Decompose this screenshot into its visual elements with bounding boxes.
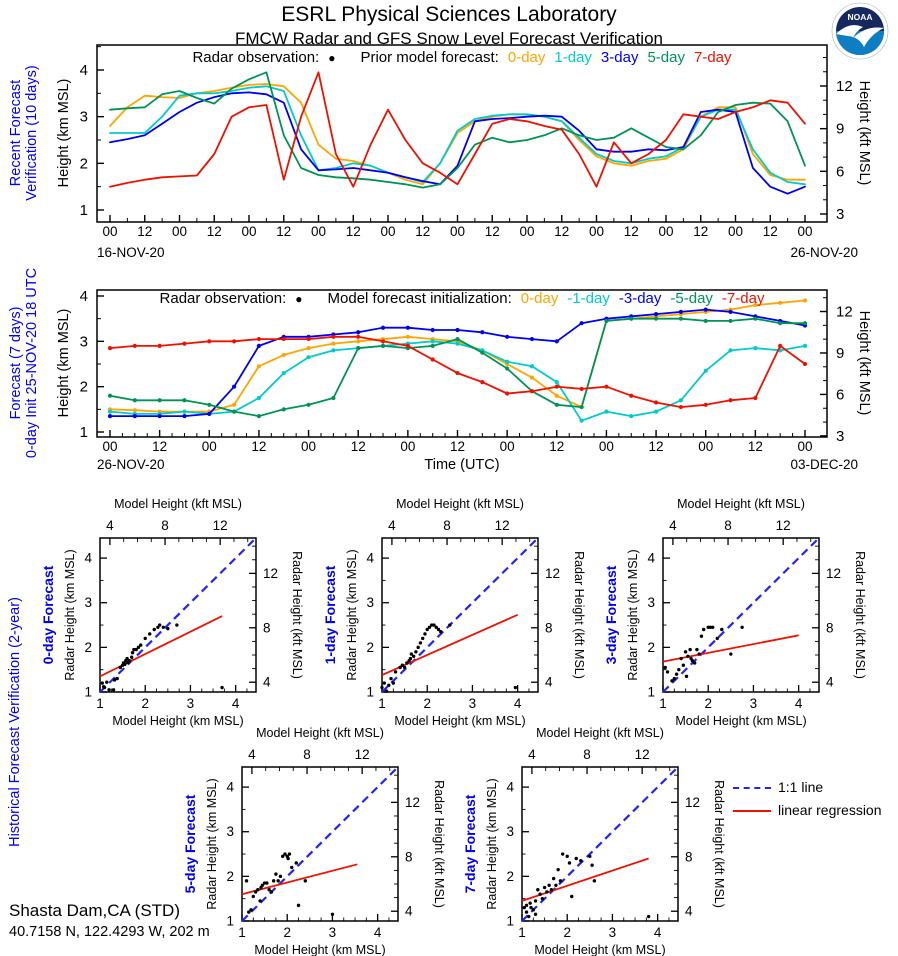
svg-text:4: 4 bbox=[405, 903, 413, 919]
noaa-logo-text: NOAA bbox=[847, 12, 873, 22]
svg-text:4: 4 bbox=[79, 61, 88, 79]
svg-text:3: 3 bbox=[328, 925, 337, 940]
chart1-section-label-line2: Verification (10 days) bbox=[24, 65, 40, 201]
chart2-legend-0day: 0-day bbox=[520, 290, 559, 307]
svg-text:00: 00 bbox=[499, 439, 515, 454]
svg-text:1: 1 bbox=[79, 202, 88, 219]
svg-text:9: 9 bbox=[836, 344, 845, 362]
chart1-legend-1day: 1-day bbox=[554, 49, 592, 66]
chart1-ylabel: Height (km MSL) bbox=[56, 78, 72, 188]
svg-text:Radar Height (kft MSL): Radar Height (kft MSL) bbox=[290, 551, 304, 679]
svg-text:8: 8 bbox=[583, 747, 591, 762]
svg-text:6: 6 bbox=[836, 163, 845, 181]
svg-text:12: 12 bbox=[251, 439, 267, 454]
svg-text:1: 1 bbox=[84, 684, 92, 700]
chart1-y2label: Height (kft MSL) bbox=[856, 80, 872, 186]
svg-text:12: 12 bbox=[484, 224, 500, 239]
svg-text:2: 2 bbox=[563, 925, 571, 940]
scatter-1day-forecast bbox=[322, 496, 622, 731]
svg-text:00: 00 bbox=[102, 224, 118, 239]
chart1-legend-0day: 0-day bbox=[507, 49, 546, 66]
svg-text:6: 6 bbox=[836, 386, 845, 404]
svg-text:4: 4 bbox=[794, 696, 803, 711]
svg-text:12: 12 bbox=[494, 518, 510, 533]
svg-text:12: 12 bbox=[350, 439, 366, 454]
svg-text:00: 00 bbox=[797, 439, 813, 454]
svg-text:Model Height (km MSL): Model Height (km MSL) bbox=[675, 714, 807, 728]
svg-text:1: 1 bbox=[238, 925, 246, 940]
svg-text:4: 4 bbox=[388, 518, 396, 533]
chart-recent-verification bbox=[0, 40, 898, 275]
chart2-start-date: 26-NOV-20 bbox=[97, 457, 165, 472]
svg-text:3: 3 bbox=[506, 824, 514, 840]
svg-text:8: 8 bbox=[161, 518, 169, 533]
svg-text:8: 8 bbox=[724, 518, 732, 533]
svg-text:8: 8 bbox=[443, 518, 451, 533]
chart2-y2label: Height (kft MSL) bbox=[856, 310, 872, 416]
svg-text:Radar Height (km MSL): Radar Height (km MSL) bbox=[485, 778, 499, 910]
svg-text:2: 2 bbox=[283, 925, 291, 940]
chart2-legend-3day: -3-day bbox=[618, 290, 662, 307]
svg-text:8: 8 bbox=[263, 620, 271, 636]
svg-text:00: 00 bbox=[310, 224, 327, 239]
chart1-legend-7day: 7-day bbox=[693, 49, 732, 66]
chart1-legend-model-label: Prior model forecast: bbox=[360, 49, 499, 66]
svg-text:3: 3 bbox=[79, 108, 88, 126]
svg-text:1-day Forecast: 1-day Forecast bbox=[322, 565, 338, 665]
chart1-legend bbox=[97, 49, 827, 66]
svg-text:00: 00 bbox=[727, 224, 744, 239]
svg-text:00: 00 bbox=[698, 439, 714, 454]
svg-text:Model Height (km MSL): Model Height (km MSL) bbox=[254, 943, 386, 956]
svg-text:4: 4 bbox=[373, 925, 382, 940]
svg-text:8: 8 bbox=[545, 620, 553, 636]
svg-text:12: 12 bbox=[554, 224, 570, 239]
svg-text:00: 00 bbox=[598, 439, 614, 454]
svg-text:1: 1 bbox=[518, 925, 526, 940]
svg-text:9: 9 bbox=[836, 120, 845, 138]
svg-text:3-day Forecast: 3-day Forecast bbox=[603, 565, 619, 665]
svg-text:3: 3 bbox=[468, 696, 477, 711]
svg-text:12: 12 bbox=[836, 303, 853, 321]
svg-text:4: 4 bbox=[226, 779, 234, 795]
svg-text:12: 12 bbox=[762, 224, 778, 239]
svg-text:3: 3 bbox=[836, 205, 845, 223]
svg-text:8: 8 bbox=[303, 747, 311, 762]
historical-section-label: Historical Forecast Verification (2-year) bbox=[7, 597, 23, 847]
svg-text:Radar Height (kft MSL): Radar Height (kft MSL) bbox=[432, 780, 446, 908]
svg-text:Radar Height (kft MSL): Radar Height (kft MSL) bbox=[853, 551, 867, 679]
chart2-xlabel: Time (UTC) bbox=[424, 457, 500, 473]
chart1-end-date: 26-NOV-20 bbox=[790, 245, 858, 260]
svg-text:12: 12 bbox=[545, 565, 561, 581]
svg-text:3: 3 bbox=[749, 696, 758, 711]
svg-text:00: 00 bbox=[241, 224, 257, 239]
svg-text:2: 2 bbox=[647, 639, 655, 655]
svg-text:12: 12 bbox=[449, 439, 466, 454]
svg-text:8: 8 bbox=[826, 620, 834, 636]
svg-text:Model Height (kft MSL): Model Height (kft MSL) bbox=[256, 726, 384, 740]
chart1-section-label-line1: Recent Forecast bbox=[7, 79, 24, 187]
svg-text:12: 12 bbox=[747, 439, 763, 454]
svg-text:3: 3 bbox=[608, 925, 617, 940]
svg-text:Model Height (km MSL): Model Height (km MSL) bbox=[394, 714, 526, 728]
svg-text:2: 2 bbox=[423, 696, 431, 711]
station-coordinates: 40.7158 N, 122.4293 W, 202 m bbox=[9, 923, 210, 940]
svg-text:2: 2 bbox=[704, 696, 712, 711]
svg-text:00: 00 bbox=[171, 224, 188, 239]
svg-text:4: 4 bbox=[685, 903, 693, 919]
svg-text:8: 8 bbox=[405, 849, 413, 865]
svg-text:4: 4 bbox=[647, 550, 655, 566]
one-to-one-line-icon bbox=[733, 787, 771, 789]
regression-line-icon bbox=[733, 810, 771, 812]
scatter-3day-forecast bbox=[603, 496, 898, 731]
chart1-legend-3day: 3-day bbox=[600, 49, 639, 66]
svg-text:0-day Forecast: 0-day Forecast bbox=[40, 565, 56, 665]
chart-forecast bbox=[0, 283, 898, 483]
svg-text:12: 12 bbox=[263, 565, 279, 581]
svg-text:2: 2 bbox=[141, 696, 149, 711]
svg-text:3: 3 bbox=[84, 595, 92, 611]
svg-text:12: 12 bbox=[212, 518, 228, 533]
svg-text:1: 1 bbox=[226, 913, 234, 929]
svg-text:00: 00 bbox=[658, 224, 674, 239]
chart2-ylabel: Height (km MSL) bbox=[56, 308, 72, 418]
station-info bbox=[9, 900, 210, 943]
svg-text:00: 00 bbox=[201, 439, 217, 454]
scatter-legend bbox=[733, 776, 882, 822]
svg-text:00: 00 bbox=[797, 224, 813, 239]
svg-text:7-day Forecast: 7-day Forecast bbox=[462, 794, 478, 894]
svg-text:2: 2 bbox=[79, 378, 88, 396]
svg-text:Radar Height (kft MSL): Radar Height (kft MSL) bbox=[572, 551, 586, 679]
svg-text:4: 4 bbox=[653, 925, 662, 940]
svg-text:12: 12 bbox=[549, 439, 565, 454]
svg-text:12: 12 bbox=[623, 224, 639, 239]
svg-text:12: 12 bbox=[152, 439, 168, 454]
chart2-end-date: 03-DEC-20 bbox=[790, 457, 858, 472]
svg-text:1: 1 bbox=[659, 696, 667, 711]
station-name: Shasta Dam,CA (STD) bbox=[9, 901, 180, 920]
svg-text:00: 00 bbox=[400, 439, 416, 454]
svg-text:12: 12 bbox=[634, 747, 650, 762]
one-to-one-label: 1:1 line bbox=[778, 779, 824, 795]
svg-text:2: 2 bbox=[506, 868, 514, 884]
svg-text:Model Height (kft MSL): Model Height (kft MSL) bbox=[396, 497, 524, 511]
svg-text:3: 3 bbox=[186, 696, 195, 711]
svg-text:00: 00 bbox=[588, 224, 605, 239]
svg-text:1: 1 bbox=[79, 424, 88, 441]
svg-text:3: 3 bbox=[836, 427, 845, 445]
svg-text:1: 1 bbox=[506, 913, 514, 929]
svg-text:4: 4 bbox=[84, 550, 92, 566]
chart2-legend-radar-label: Radar observation: bbox=[159, 290, 287, 307]
page-title: ESRL Physical Sciences Laboratory bbox=[281, 3, 617, 26]
svg-text:00: 00 bbox=[102, 439, 118, 454]
svg-text:4: 4 bbox=[528, 747, 536, 762]
svg-text:Model Height (km MSL): Model Height (km MSL) bbox=[112, 714, 244, 728]
svg-text:Radar Height (km MSL): Radar Height (km MSL) bbox=[345, 549, 359, 681]
svg-text:Radar Height (km MSL): Radar Height (km MSL) bbox=[626, 549, 640, 681]
chart2-legend-model-label: Model forecast initialization: bbox=[327, 290, 512, 307]
svg-text:Model Height (kft MSL): Model Height (kft MSL) bbox=[536, 726, 664, 740]
scatter-legend-one-to-one bbox=[733, 776, 882, 799]
svg-text:12: 12 bbox=[685, 794, 701, 810]
svg-text:4: 4 bbox=[248, 747, 256, 762]
svg-text:4: 4 bbox=[826, 674, 834, 690]
svg-text:12: 12 bbox=[648, 439, 664, 454]
svg-text:4: 4 bbox=[506, 779, 514, 795]
svg-text:3: 3 bbox=[366, 595, 374, 611]
svg-text:4: 4 bbox=[79, 288, 88, 306]
svg-text:1: 1 bbox=[96, 696, 104, 711]
svg-text:00: 00 bbox=[449, 224, 466, 239]
svg-text:Radar Height (kft MSL): Radar Height (kft MSL) bbox=[712, 780, 726, 908]
svg-text:Model Height (km MSL): Model Height (km MSL) bbox=[534, 943, 666, 956]
scatter-7day-forecast bbox=[462, 725, 762, 956]
svg-text:1: 1 bbox=[647, 684, 655, 700]
svg-text:4: 4 bbox=[669, 518, 677, 533]
svg-text:Model Height (kft MSL): Model Height (kft MSL) bbox=[114, 497, 242, 511]
chart2-section-label-line1: Forecast (7 days) bbox=[7, 306, 24, 420]
chart2-legend-7day: -7-day bbox=[721, 290, 765, 307]
svg-text:1: 1 bbox=[378, 696, 386, 711]
svg-text:4: 4 bbox=[513, 696, 522, 711]
svg-text:12: 12 bbox=[137, 224, 153, 239]
radar-dot-icon: ● bbox=[328, 51, 336, 65]
chart2-legend-5day: -5-day bbox=[670, 290, 713, 307]
regression-label: linear regression bbox=[778, 802, 882, 819]
svg-text:00: 00 bbox=[519, 224, 535, 239]
svg-text:Radar Height (km MSL): Radar Height (km MSL) bbox=[63, 549, 77, 681]
svg-text:4: 4 bbox=[106, 518, 114, 533]
chart2-legend-1day: -1-day bbox=[567, 290, 610, 307]
svg-text:12: 12 bbox=[826, 565, 842, 581]
svg-text:12: 12 bbox=[775, 518, 791, 533]
svg-text:3: 3 bbox=[226, 824, 234, 840]
svg-text:12: 12 bbox=[206, 224, 222, 239]
radar-dot-icon: ● bbox=[295, 292, 303, 306]
svg-text:2: 2 bbox=[226, 868, 234, 884]
svg-text:Radar Height (km MSL): Radar Height (km MSL) bbox=[205, 778, 219, 910]
chart1-legend-5day: 5-day bbox=[647, 49, 685, 66]
page-subtitle: FMCW Radar and GFS Snow Level Forecast Verification bbox=[235, 29, 663, 48]
svg-text:00: 00 bbox=[380, 224, 396, 239]
chart2-section-label-line2: 0-day Init 25-NOV-20 18 UTC bbox=[24, 267, 40, 459]
svg-text:12: 12 bbox=[345, 224, 361, 239]
scatter-legend-regression bbox=[733, 799, 882, 822]
svg-text:4: 4 bbox=[545, 674, 553, 690]
svg-text:2: 2 bbox=[84, 639, 92, 655]
scatter-5day-forecast bbox=[182, 725, 482, 956]
svg-text:12: 12 bbox=[415, 224, 431, 239]
scatter-0day-forecast bbox=[40, 496, 340, 731]
chart1-legend-radar-label: Radar observation: bbox=[192, 49, 320, 66]
chart1-start-date: 16-NOV-20 bbox=[97, 245, 165, 260]
svg-text:12: 12 bbox=[693, 224, 709, 239]
svg-text:12: 12 bbox=[405, 794, 421, 810]
svg-text:4: 4 bbox=[263, 674, 271, 690]
svg-text:4: 4 bbox=[366, 550, 374, 566]
svg-text:1: 1 bbox=[366, 684, 374, 700]
chart2-legend bbox=[97, 290, 827, 307]
svg-text:8: 8 bbox=[685, 849, 693, 865]
svg-text:12: 12 bbox=[836, 77, 853, 95]
svg-text:3: 3 bbox=[79, 333, 88, 351]
svg-text:Model Height (kft MSL): Model Height (kft MSL) bbox=[677, 497, 805, 511]
svg-text:12: 12 bbox=[354, 747, 370, 762]
svg-text:00: 00 bbox=[301, 439, 317, 454]
svg-text:2: 2 bbox=[79, 155, 88, 173]
svg-text:4: 4 bbox=[231, 696, 240, 711]
svg-text:3: 3 bbox=[647, 595, 655, 611]
svg-text:5-day Forecast: 5-day Forecast bbox=[182, 794, 198, 894]
svg-text:2: 2 bbox=[366, 639, 374, 655]
svg-text:12: 12 bbox=[276, 224, 292, 239]
